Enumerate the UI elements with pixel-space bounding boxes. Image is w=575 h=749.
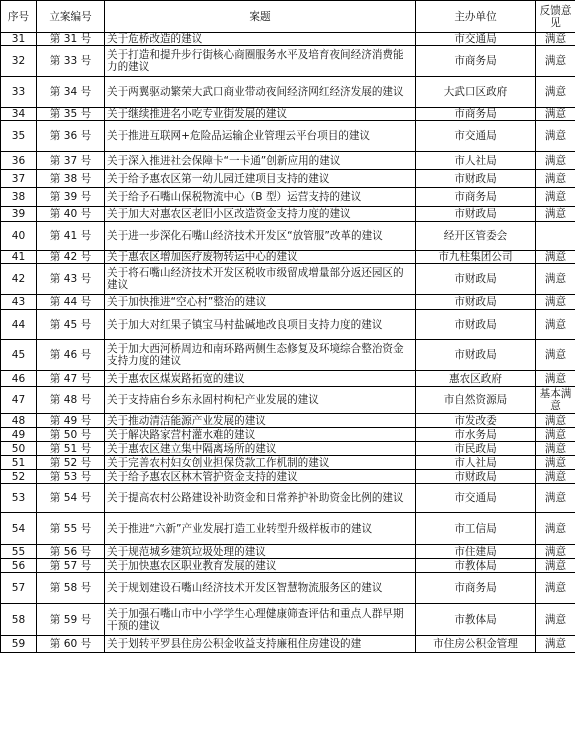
table-row — [1, 456, 575, 470]
row-topic: 关于加大对红果子镇宝马村盐碱地改良项目支持力度的建议 — [105, 310, 416, 340]
row-feedback: 满意 — [536, 604, 575, 636]
row-unit: 大武口区政府 — [416, 77, 536, 108]
row-unit: 市住建局 — [416, 545, 536, 559]
row-seq: 56 — [1, 559, 37, 573]
row-feedback: 满意 — [536, 545, 575, 559]
row-unit: 市自然资源局 — [416, 387, 536, 414]
row-topic: 关于推动清洁能源产业发展的建议 — [105, 414, 416, 428]
row-feedback: 满意 — [536, 251, 575, 264]
row-seq: 58 — [1, 604, 37, 636]
row-unit: 惠农区政府 — [416, 371, 536, 387]
row-number: 第 58 号 — [37, 573, 105, 604]
table-row — [1, 108, 575, 121]
row-number: 第 41 号 — [37, 222, 105, 251]
table-row — [1, 559, 575, 573]
row-seq: 32 — [1, 46, 37, 77]
table-row — [1, 428, 575, 442]
row-topic: 关于支持庙台乡东永固村枸杞产业发展的建议 — [105, 387, 416, 414]
row-unit: 市财政局 — [416, 295, 536, 310]
row-feedback: 满意 — [536, 414, 575, 428]
table-body — [1, 33, 575, 653]
row-seq: 52 — [1, 470, 37, 484]
row-topic: 关于推进“六新”产业发展打造工业转型升级样板市的建议 — [105, 513, 416, 545]
row-number: 第 52 号 — [37, 456, 105, 470]
table-row — [1, 387, 575, 414]
row-number: 第 57 号 — [37, 559, 105, 573]
row-number: 第 56 号 — [37, 545, 105, 559]
row-seq: 42 — [1, 264, 37, 295]
row-topic: 关于继续推进名小吃专业街发展的建议 — [105, 108, 416, 121]
row-seq: 35 — [1, 121, 37, 152]
row-number: 第 51 号 — [37, 442, 105, 456]
table-row — [1, 188, 575, 207]
row-topic: 关于惠农区煤炭路拓宽的建议 — [105, 371, 416, 387]
table-row — [1, 371, 575, 387]
row-unit: 市财政局 — [416, 170, 536, 188]
row-topic: 关于加快推进“空心村”整治的建议 — [105, 295, 416, 310]
row-seq: 33 — [1, 77, 37, 108]
row-feedback: 满意 — [536, 636, 575, 653]
row-unit: 市财政局 — [416, 340, 536, 371]
row-topic: 关于加大西河桥周边和南环路两侧生态修复及环境综合整治资金支持力度的建议 — [105, 340, 416, 371]
row-feedback: 满意 — [536, 559, 575, 573]
row-number: 第 50 号 — [37, 428, 105, 442]
row-number: 第 59 号 — [37, 604, 105, 636]
row-seq: 59 — [1, 636, 37, 653]
row-feedback: 满意 — [536, 371, 575, 387]
row-unit: 市交通局 — [416, 484, 536, 513]
table-row — [1, 251, 575, 264]
row-unit: 市财政局 — [416, 310, 536, 340]
table-row — [1, 442, 575, 456]
row-seq: 49 — [1, 428, 37, 442]
table-row — [1, 484, 575, 513]
row-seq: 54 — [1, 513, 37, 545]
row-seq: 41 — [1, 251, 37, 264]
row-number: 第 46 号 — [37, 340, 105, 371]
row-feedback: 满意 — [536, 33, 575, 46]
row-feedback: 满意 — [536, 340, 575, 371]
table-row — [1, 636, 575, 653]
row-number: 第 54 号 — [37, 484, 105, 513]
row-unit: 市教体局 — [416, 604, 536, 636]
header-number: 立案编号 — [37, 1, 105, 33]
row-topic: 关于提高农村公路建设补助资金和日常养护补助资金比例的建议 — [105, 484, 416, 513]
table-row — [1, 33, 575, 46]
row-feedback: 满意 — [536, 442, 575, 456]
row-number: 第 45 号 — [37, 310, 105, 340]
row-topic: 关于加快惠农区职业教育发展的建议 — [105, 559, 416, 573]
table-row — [1, 573, 575, 604]
row-number: 第 48 号 — [37, 387, 105, 414]
row-topic: 关于加大对惠农区老旧小区改造资金支持力度的建议 — [105, 207, 416, 222]
row-unit: 市九柱集团公司 — [416, 251, 536, 264]
row-feedback: 满意 — [536, 573, 575, 604]
row-topic: 关于划转平罗县住房公积金收益支持廉租住房建设的建 — [105, 636, 416, 653]
table-row — [1, 152, 575, 170]
table-row — [1, 207, 575, 222]
row-number: 第 40 号 — [37, 207, 105, 222]
table-row — [1, 545, 575, 559]
row-feedback: 满意 — [536, 46, 575, 77]
row-feedback: 满意 — [536, 264, 575, 295]
row-number: 第 44 号 — [37, 295, 105, 310]
row-feedback: 满意 — [536, 170, 575, 188]
row-unit: 市人社局 — [416, 456, 536, 470]
row-feedback: 满意 — [536, 77, 575, 108]
row-feedback: 满意 — [536, 428, 575, 442]
row-unit: 市交通局 — [416, 33, 536, 46]
row-seq: 48 — [1, 414, 37, 428]
row-seq: 44 — [1, 310, 37, 340]
row-feedback: 满意 — [536, 295, 575, 310]
row-feedback: 满意 — [536, 310, 575, 340]
row-topic: 关于惠农区增加医疗废物转运中心的建议 — [105, 251, 416, 264]
row-number: 第 37 号 — [37, 152, 105, 170]
row-topic: 关于危桥改造的建议 — [105, 33, 416, 46]
row-feedback: 满意 — [536, 513, 575, 545]
row-feedback: 满意 — [536, 207, 575, 222]
row-feedback: 满意 — [536, 484, 575, 513]
row-seq: 50 — [1, 442, 37, 456]
table-row — [1, 170, 575, 188]
row-topic: 关于将石嘴山经济技术开发区税收市级留成增量部分返还园区的建议 — [105, 264, 416, 295]
table-row — [1, 604, 575, 636]
row-seq: 55 — [1, 545, 37, 559]
row-unit: 市发改委 — [416, 414, 536, 428]
table-row — [1, 222, 575, 251]
row-unit: 市商务局 — [416, 188, 536, 207]
row-unit: 市工信局 — [416, 513, 536, 545]
row-number: 第 42 号 — [37, 251, 105, 264]
row-unit: 市商务局 — [416, 573, 536, 604]
row-unit: 市水务局 — [416, 428, 536, 442]
row-feedback: 满意 — [536, 456, 575, 470]
row-number: 第 38 号 — [37, 170, 105, 188]
row-number: 第 33 号 — [37, 46, 105, 77]
row-seq: 57 — [1, 573, 37, 604]
header-row — [1, 1, 575, 33]
row-number: 第 39 号 — [37, 188, 105, 207]
row-topic: 关于解决路家营村灌水难的建议 — [105, 428, 416, 442]
table-row — [1, 470, 575, 484]
row-seq: 43 — [1, 295, 37, 310]
row-seq: 53 — [1, 484, 37, 513]
row-unit: 市财政局 — [416, 264, 536, 295]
row-seq: 39 — [1, 207, 37, 222]
row-unit: 经开区管委会 — [416, 222, 536, 251]
row-unit: 市教体局 — [416, 559, 536, 573]
row-topic: 关于规范城乡建筑垃圾处理的建议 — [105, 545, 416, 559]
header-seq: 序号 — [1, 1, 37, 33]
row-feedback: 满意 — [536, 470, 575, 484]
row-feedback: 满意 — [536, 121, 575, 152]
row-topic: 关于规划建设石嘴山经济技术开发区智慧物流服务区的建议 — [105, 573, 416, 604]
row-unit: 市财政局 — [416, 207, 536, 222]
row-number: 第 31 号 — [37, 33, 105, 46]
row-topic: 关于给予惠农区第一幼儿园迁建项目支持的建议 — [105, 170, 416, 188]
row-unit: 市住房公积金管理 — [416, 636, 536, 653]
row-number: 第 60 号 — [37, 636, 105, 653]
table-row — [1, 264, 575, 295]
row-topic: 关于进一步深化石嘴山经济技术开发区“放管服”改革的建议 — [105, 222, 416, 251]
row-number: 第 49 号 — [37, 414, 105, 428]
row-seq: 38 — [1, 188, 37, 207]
row-topic: 关于惠农区建立集中隔离场所的建议 — [105, 442, 416, 456]
table-row — [1, 340, 575, 371]
row-seq: 34 — [1, 108, 37, 121]
table-row — [1, 295, 575, 310]
row-topic: 关于推进互联网+危险品运输企业管理云平台项目的建议 — [105, 121, 416, 152]
row-number: 第 36 号 — [37, 121, 105, 152]
row-topic: 关于给予惠农区林木管护资金支持的建议 — [105, 470, 416, 484]
table-row — [1, 310, 575, 340]
row-number: 第 35 号 — [37, 108, 105, 121]
row-feedback: 满意 — [536, 152, 575, 170]
header-unit: 主办单位 — [416, 1, 536, 33]
row-feedback — [536, 222, 575, 251]
row-seq: 40 — [1, 222, 37, 251]
row-seq: 46 — [1, 371, 37, 387]
row-topic: 关于两翼驱动繁荣大武口商业带动夜间经济网红经济发展的建议 — [105, 77, 416, 108]
row-unit: 市商务局 — [416, 46, 536, 77]
row-number: 第 55 号 — [37, 513, 105, 545]
row-seq: 45 — [1, 340, 37, 371]
row-seq: 47 — [1, 387, 37, 414]
row-number: 第 53 号 — [37, 470, 105, 484]
row-feedback: 满意 — [536, 108, 575, 121]
row-number: 第 43 号 — [37, 264, 105, 295]
row-seq: 36 — [1, 152, 37, 170]
row-unit: 市民政局 — [416, 442, 536, 456]
table-row — [1, 121, 575, 152]
row-unit: 市交通局 — [416, 121, 536, 152]
row-seq: 51 — [1, 456, 37, 470]
table-row — [1, 513, 575, 545]
header-topic: 案题 — [105, 1, 416, 33]
row-feedback: 基本满意 — [536, 387, 575, 414]
table-row — [1, 414, 575, 428]
table-row — [1, 46, 575, 77]
row-topic: 关于打造和提升步行街核心商圈服务水平及培育夜间经济消费能力的建议 — [105, 46, 416, 77]
row-unit: 市财政局 — [416, 470, 536, 484]
row-topic: 关于深入推进社会保障卡“一卡通”创新应用的建议 — [105, 152, 416, 170]
row-feedback: 满意 — [536, 188, 575, 207]
table-row — [1, 77, 575, 108]
row-unit: 市商务局 — [416, 108, 536, 121]
header-feedback: 反馈意见 — [536, 1, 575, 33]
row-number: 第 47 号 — [37, 371, 105, 387]
row-topic: 关于完善农村妇女创业担保贷款工作机制的建议 — [105, 456, 416, 470]
row-seq: 37 — [1, 170, 37, 188]
row-seq: 31 — [1, 33, 37, 46]
row-unit: 市人社局 — [416, 152, 536, 170]
row-topic: 关于给予石嘴山保税物流中心（B 型）运营支持的建议 — [105, 188, 416, 207]
row-number: 第 34 号 — [37, 77, 105, 108]
row-topic: 关于加强石嘴山市中小学学生心理健康筛查评估和重点人群早期干预的建议 — [105, 604, 416, 636]
